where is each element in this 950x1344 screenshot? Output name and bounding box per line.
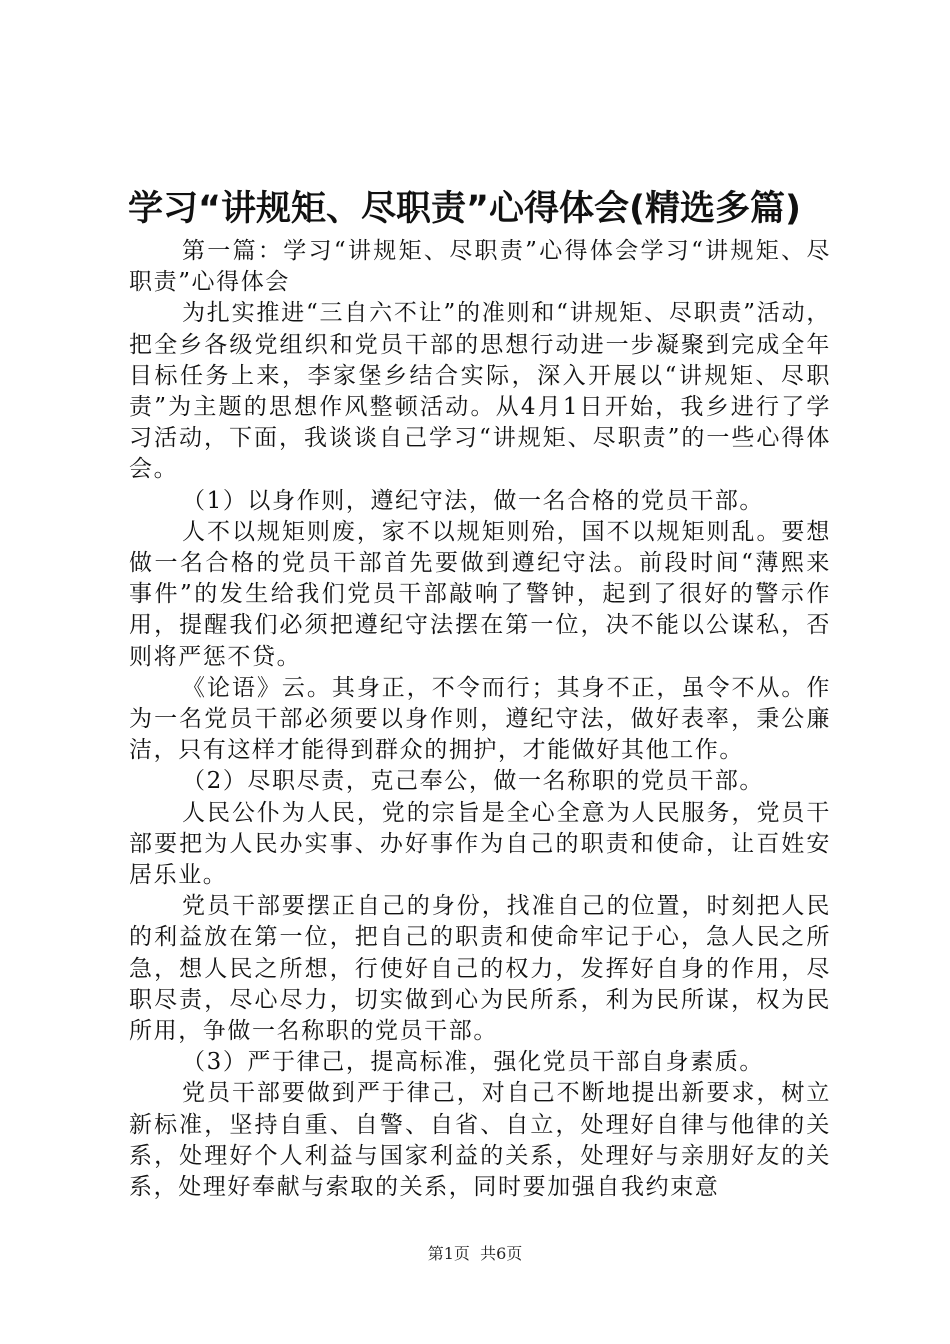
section-heading-2: （2）尽职尽责，克己奉公，做一名称职的党员干部。 [182,768,765,795]
document-title: 学习“讲规矩、尽职责”心得体会(精选多篇) [128,189,801,229]
paragraph-rules: 人不以规矩则废，家不以规矩则殆，国不以规矩则乱。要想做一名合格的党员干部首先要做到遵纪守法。前段时间“薄熙来事件”的发生给我们党员干部敲响了警钟，起到了很好的警示作用，提醒我们必须把遵纪守法摆在第一位，决不能以公谋私，否则将严惩不贷。 [129,518,831,670]
page-footer [0,1244,950,1264]
section-heading-3: （3）严于律己，提高标准，强化党员干部自身素质。 [182,1049,765,1076]
document-body [129,236,831,1203]
section-heading-1: （1）以身作则，遵纪守法，做一名合格的党员干部。 [182,487,765,514]
paragraph-serve-people: 人民公仆为人民，党的宗旨是全心全意为人民服务，党员干部要把为人民办实事、办好事作为自己的职责和使命，让百姓安居乐业。 [129,799,831,889]
paragraph-intro: 为扎实推进“三自六不让”的准则和“讲规矩、尽职责”活动，把全乡各级党组织和党员干部的思想行动进一步凝聚到完成全年目标任务上来，李家堡乡结合实际，深入开展以“讲规矩、尽职责”为主题的思想作风整顿活动。从4月1日开始，我乡进行了学习活动，下面，我谈谈自己学习“讲规矩、尽职责”的一些心得体会。 [129,300,831,483]
paragraph-self-discipline: 党员干部要做到严于律己，对自己不断地提出新要求，树立新标准，坚持自重、自警、自省、自立，处理好自律与他律的关系，处理好个人利益与国家利益的关系，处理好与亲朋好友的关系，处理好奉献与索取的关系，同时要加强自我约束意 [129,1080,831,1201]
paragraph-heading-1: 第一篇：学习“讲规矩、尽职责”心得体会学习“讲规矩、尽职责”心得体会 [129,238,831,296]
paragraph-analects: 《论语》云。其身正，不令而行；其身不正，虽令不从。作为一名党员干部必须要以身作则，遵纪守法，做好表率，秉公廉洁，只有这样才能得到群众的拥护，才能做好其他工作。 [129,674,831,764]
paragraph-responsibility: 党员干部要摆正自己的身份，找准自己的位置，时刻把人民的利益放在第一位，把自己的职责和使命牢记于心，急人民之所急，想人民之所想，行使好自己的权力，发挥好自身的作用，尽职尽责，尽心尽力，切实做到心为民所系，利为民所谋，权为民所用，争做一名称职的党员干部。 [129,893,831,1045]
page-number-label: 第1页 共6页 [427,1244,523,1263]
